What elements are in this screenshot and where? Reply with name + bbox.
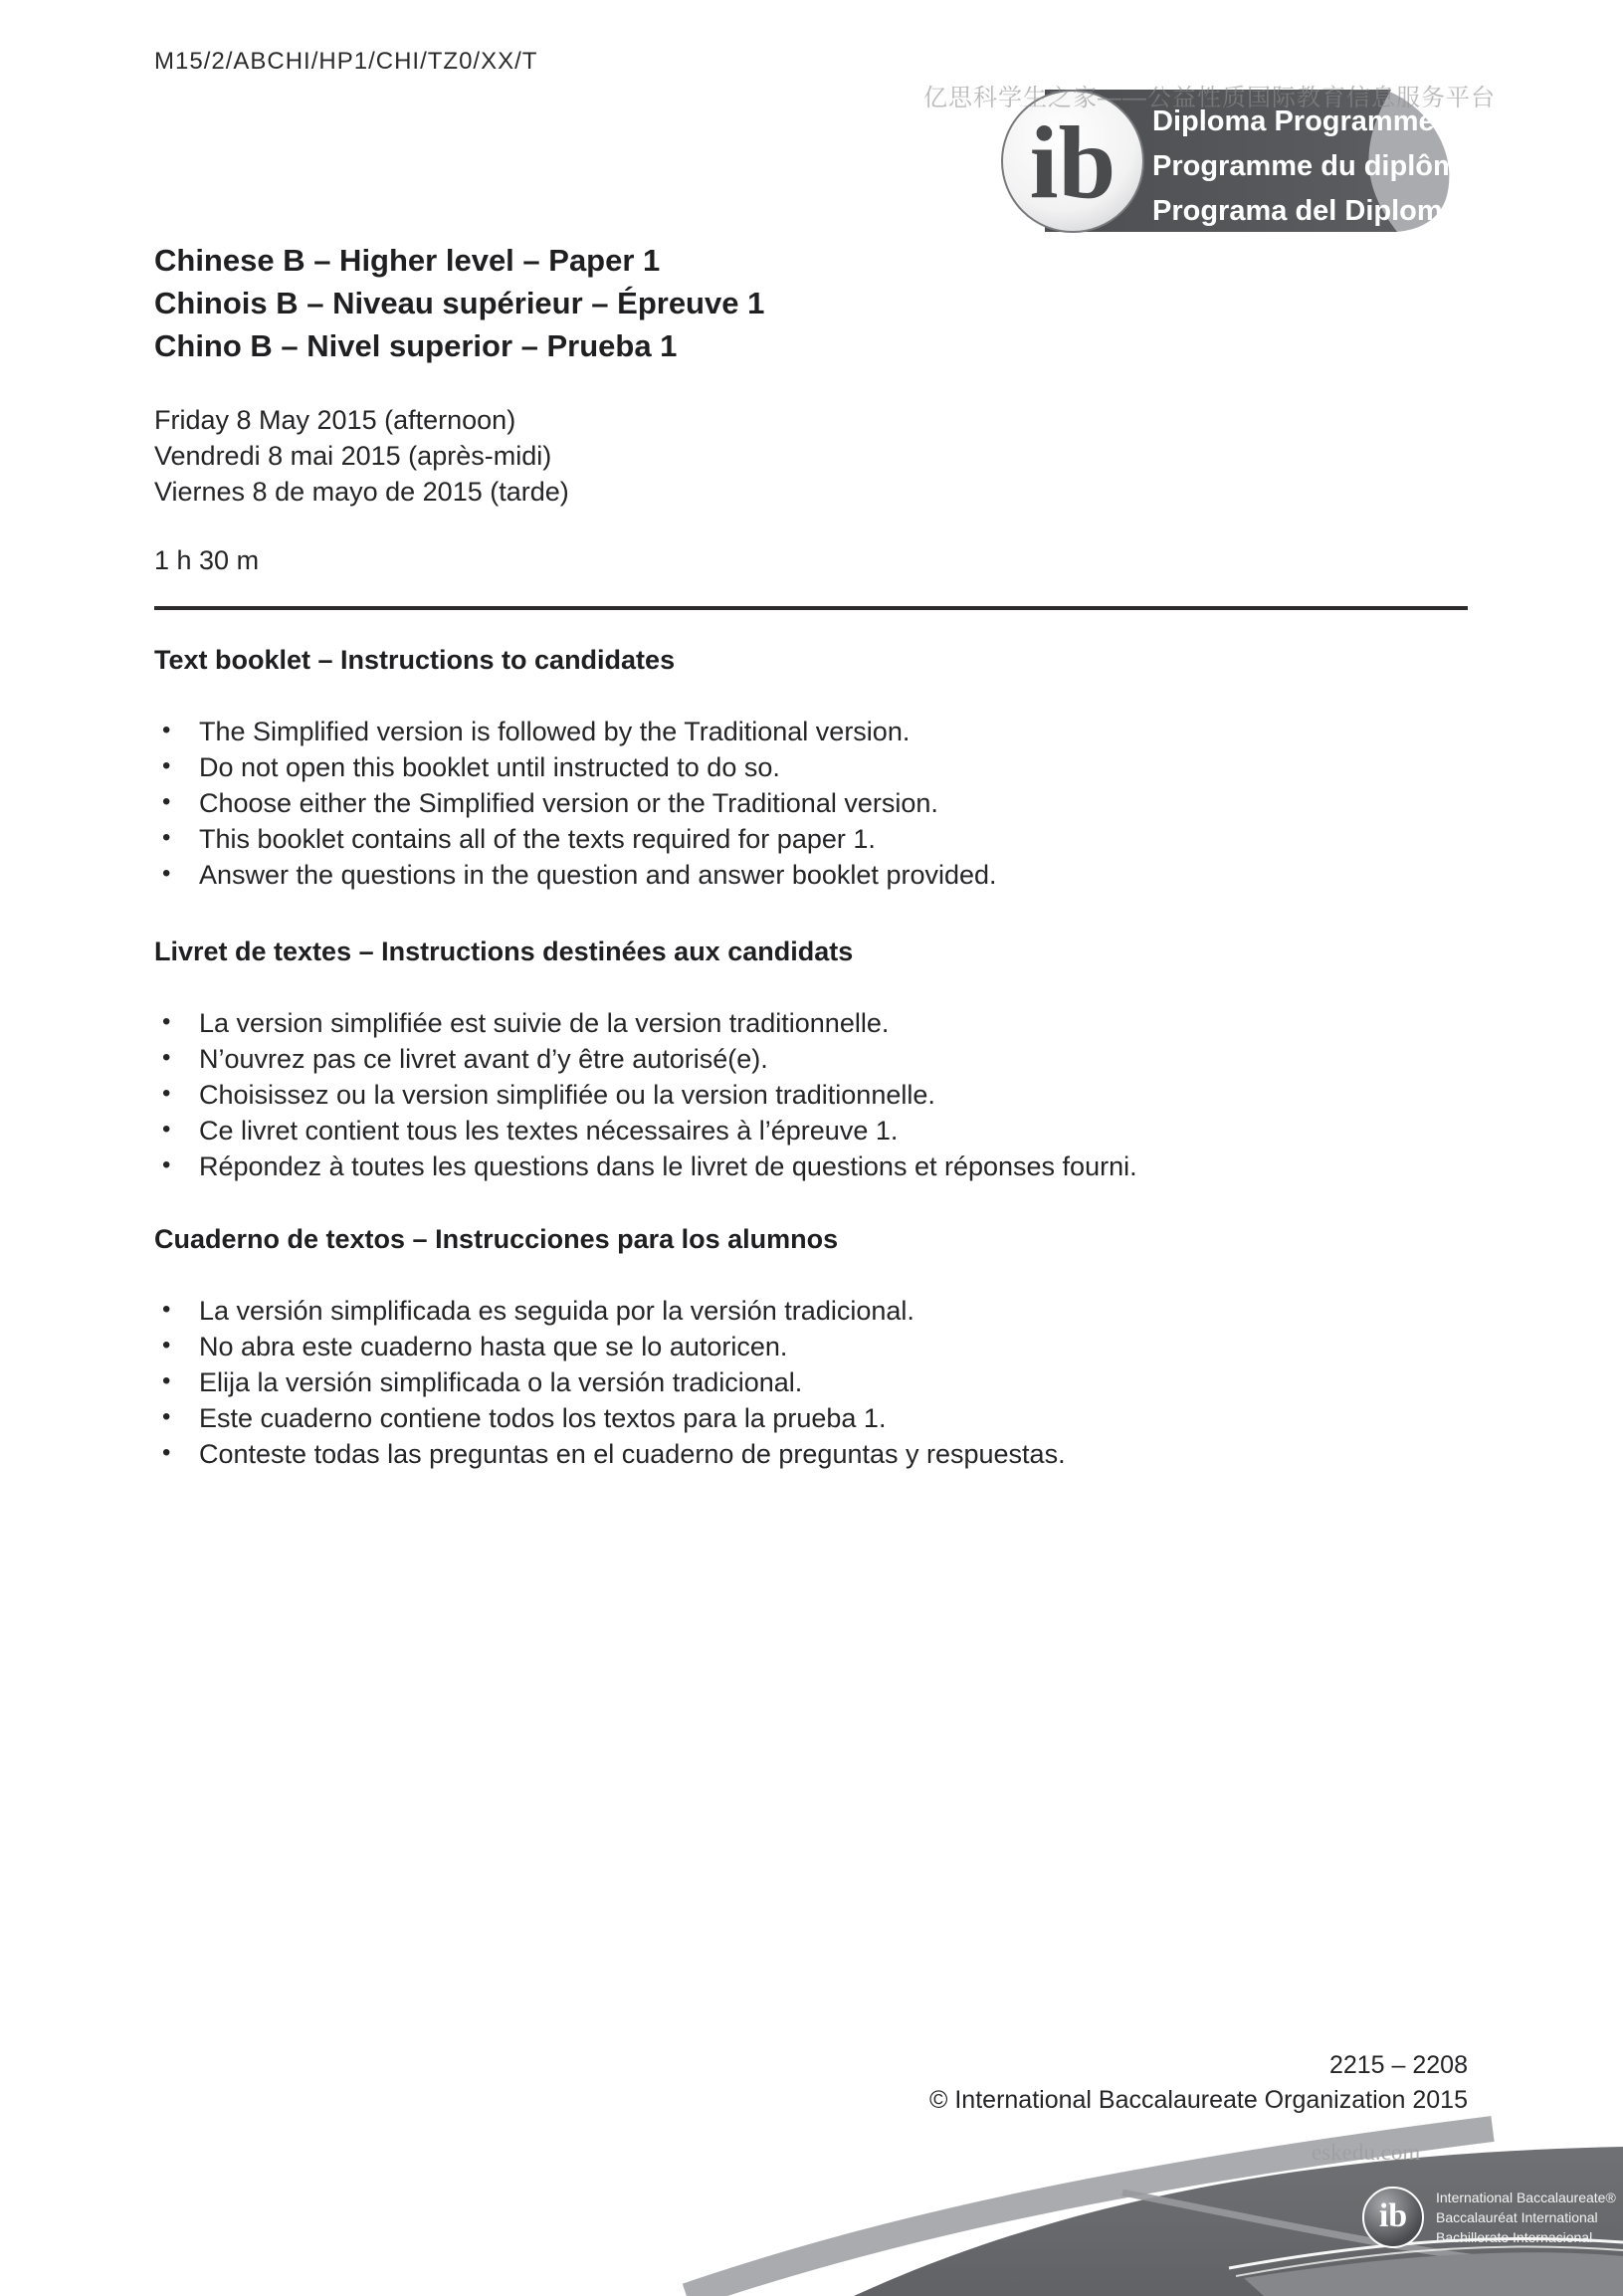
bullet-text: N’ouvrez pas ce livret avant d’y être autorisé(e). bbox=[199, 1044, 768, 1074]
list-item bbox=[154, 1044, 1468, 1080]
banner-line-en: Diploma Programme bbox=[1152, 105, 1435, 137]
watermark-bottom: eskedu.com bbox=[1312, 2140, 1421, 2165]
bullet-icon: • bbox=[162, 1439, 171, 1466]
bullet-text: Answer the questions in the question and answer booklet provided. bbox=[199, 860, 997, 890]
bullet-list-es bbox=[154, 1296, 1468, 1475]
banner-line-es: Programa del Diploma bbox=[1152, 195, 1459, 227]
banner-text bbox=[1152, 100, 1475, 234]
bullet-icon: • bbox=[162, 824, 171, 851]
title-fr: Chinois B – Niveau supérieur – Épreuve 1 bbox=[154, 286, 765, 320]
bullet-icon: • bbox=[162, 752, 171, 779]
bullet-text: This booklet contains all of the texts required for paper 1. bbox=[199, 824, 876, 854]
footer-ib-line-fr: Baccalauréat International bbox=[1436, 2209, 1598, 2225]
bullet-icon: • bbox=[162, 1367, 171, 1394]
bullet-text: Répondez à toutes les questions dans le livret de questions et réponses fourni. bbox=[199, 1151, 1137, 1181]
bullet-icon: • bbox=[162, 1151, 171, 1178]
bullet-icon: • bbox=[162, 1080, 171, 1107]
bullet-text: Ce livret contient tous les textes nécessaires à l’épreuve 1. bbox=[199, 1116, 899, 1146]
horizontal-rule bbox=[154, 606, 1468, 610]
section-heading-es: Cuaderno de textos – Instrucciones para los alumnos bbox=[154, 1224, 839, 1254]
footer-ib-text bbox=[1436, 2188, 1616, 2247]
bullet-text: Elija la versión simplificada o la versión tradicional. bbox=[199, 1367, 803, 1397]
bullet-text: Do not open this booklet until instructed to do so. bbox=[199, 752, 780, 782]
bullet-text: Este cuaderno contiene todos los textos para la prueba 1. bbox=[199, 1403, 887, 1433]
list-item bbox=[154, 1151, 1468, 1187]
paper-code: M15/2/ABCHI/HP1/CHI/TZ0/XX/T bbox=[154, 48, 538, 75]
watermark-top: 亿思科学生之家——公益性质国际教育信息服务平台 bbox=[923, 85, 1496, 111]
list-item bbox=[154, 717, 1468, 752]
bullet-text: Choose either the Simplified version or the Traditional version. bbox=[199, 788, 938, 818]
bullet-icon: • bbox=[162, 860, 171, 887]
bullet-text: Conteste todas las preguntas en el cuaderno de preguntas y respuestas. bbox=[199, 1439, 1066, 1469]
date-en: Friday 8 May 2015 (afternoon) bbox=[154, 405, 516, 435]
footer-ib-monogram: ib bbox=[1378, 2197, 1408, 2234]
bullet-text: La versión simplificada es seguida por la versión tradicional. bbox=[199, 1296, 914, 1326]
bullet-text: The Simplified version is followed by the Traditional version. bbox=[199, 717, 911, 746]
bullet-icon: • bbox=[162, 1008, 171, 1035]
date-fr: Vendredi 8 mai 2015 (après-midi) bbox=[154, 441, 552, 471]
banner-line-fr: Programme du diplôme bbox=[1152, 150, 1475, 182]
list-item bbox=[154, 860, 1468, 896]
bullet-text: La version simplifiée est suivie de la version traditionnelle. bbox=[199, 1008, 890, 1038]
bullet-list-en bbox=[154, 717, 1468, 896]
title-es: Chino B – Nivel superior – Prueba 1 bbox=[154, 328, 678, 363]
section-heading-en: Text booklet – Instructions to candidates bbox=[154, 645, 676, 675]
bullet-icon: • bbox=[162, 1116, 171, 1143]
date-es: Viernes 8 de mayo de 2015 (tarde) bbox=[154, 477, 569, 507]
section-heading-fr: Livret de textes – Instructions destinées aux candidats bbox=[154, 937, 854, 966]
list-item bbox=[154, 1367, 1468, 1403]
list-item bbox=[154, 1116, 1468, 1151]
list-item bbox=[154, 1332, 1468, 1367]
bullet-icon: • bbox=[162, 1296, 171, 1323]
list-item bbox=[154, 1403, 1468, 1439]
bullet-icon: • bbox=[162, 788, 171, 815]
ib-logo-monogram: ib bbox=[1029, 105, 1116, 220]
list-item bbox=[154, 1080, 1468, 1116]
bullet-text: No abra este cuaderno hasta que se lo autoricen. bbox=[199, 1332, 788, 1361]
list-item bbox=[154, 752, 1468, 788]
list-item bbox=[154, 788, 1468, 824]
bullet-icon: • bbox=[162, 1332, 171, 1358]
footer-ib-logo-circle bbox=[1362, 2187, 1424, 2248]
footer-ib-line-en: International Baccalaureate® bbox=[1436, 2190, 1616, 2205]
bullet-list-fr bbox=[154, 1008, 1468, 1187]
bullet-text: Choisissez ou la version simplifiée ou la version traditionnelle. bbox=[199, 1080, 935, 1110]
date-block bbox=[154, 402, 569, 510]
exam-session-code: 2215 – 2208 bbox=[1328, 2051, 1468, 2079]
list-item bbox=[154, 824, 1468, 860]
bullet-icon: • bbox=[162, 1403, 171, 1430]
title-en: Chinese B – Higher level – Paper 1 bbox=[154, 243, 661, 278]
bullet-icon: • bbox=[162, 717, 171, 743]
copyright-line: © International Baccalaureate Organization 2015 bbox=[929, 2086, 1468, 2114]
title-block bbox=[154, 239, 764, 367]
exam-duration: 1 h 30 m bbox=[154, 545, 260, 575]
list-item bbox=[154, 1439, 1468, 1475]
bullet-icon: • bbox=[162, 1044, 171, 1071]
list-item bbox=[154, 1296, 1468, 1332]
footer-ib-line-es: Bachillerato Internacional bbox=[1436, 2229, 1593, 2245]
list-item bbox=[154, 1008, 1468, 1044]
